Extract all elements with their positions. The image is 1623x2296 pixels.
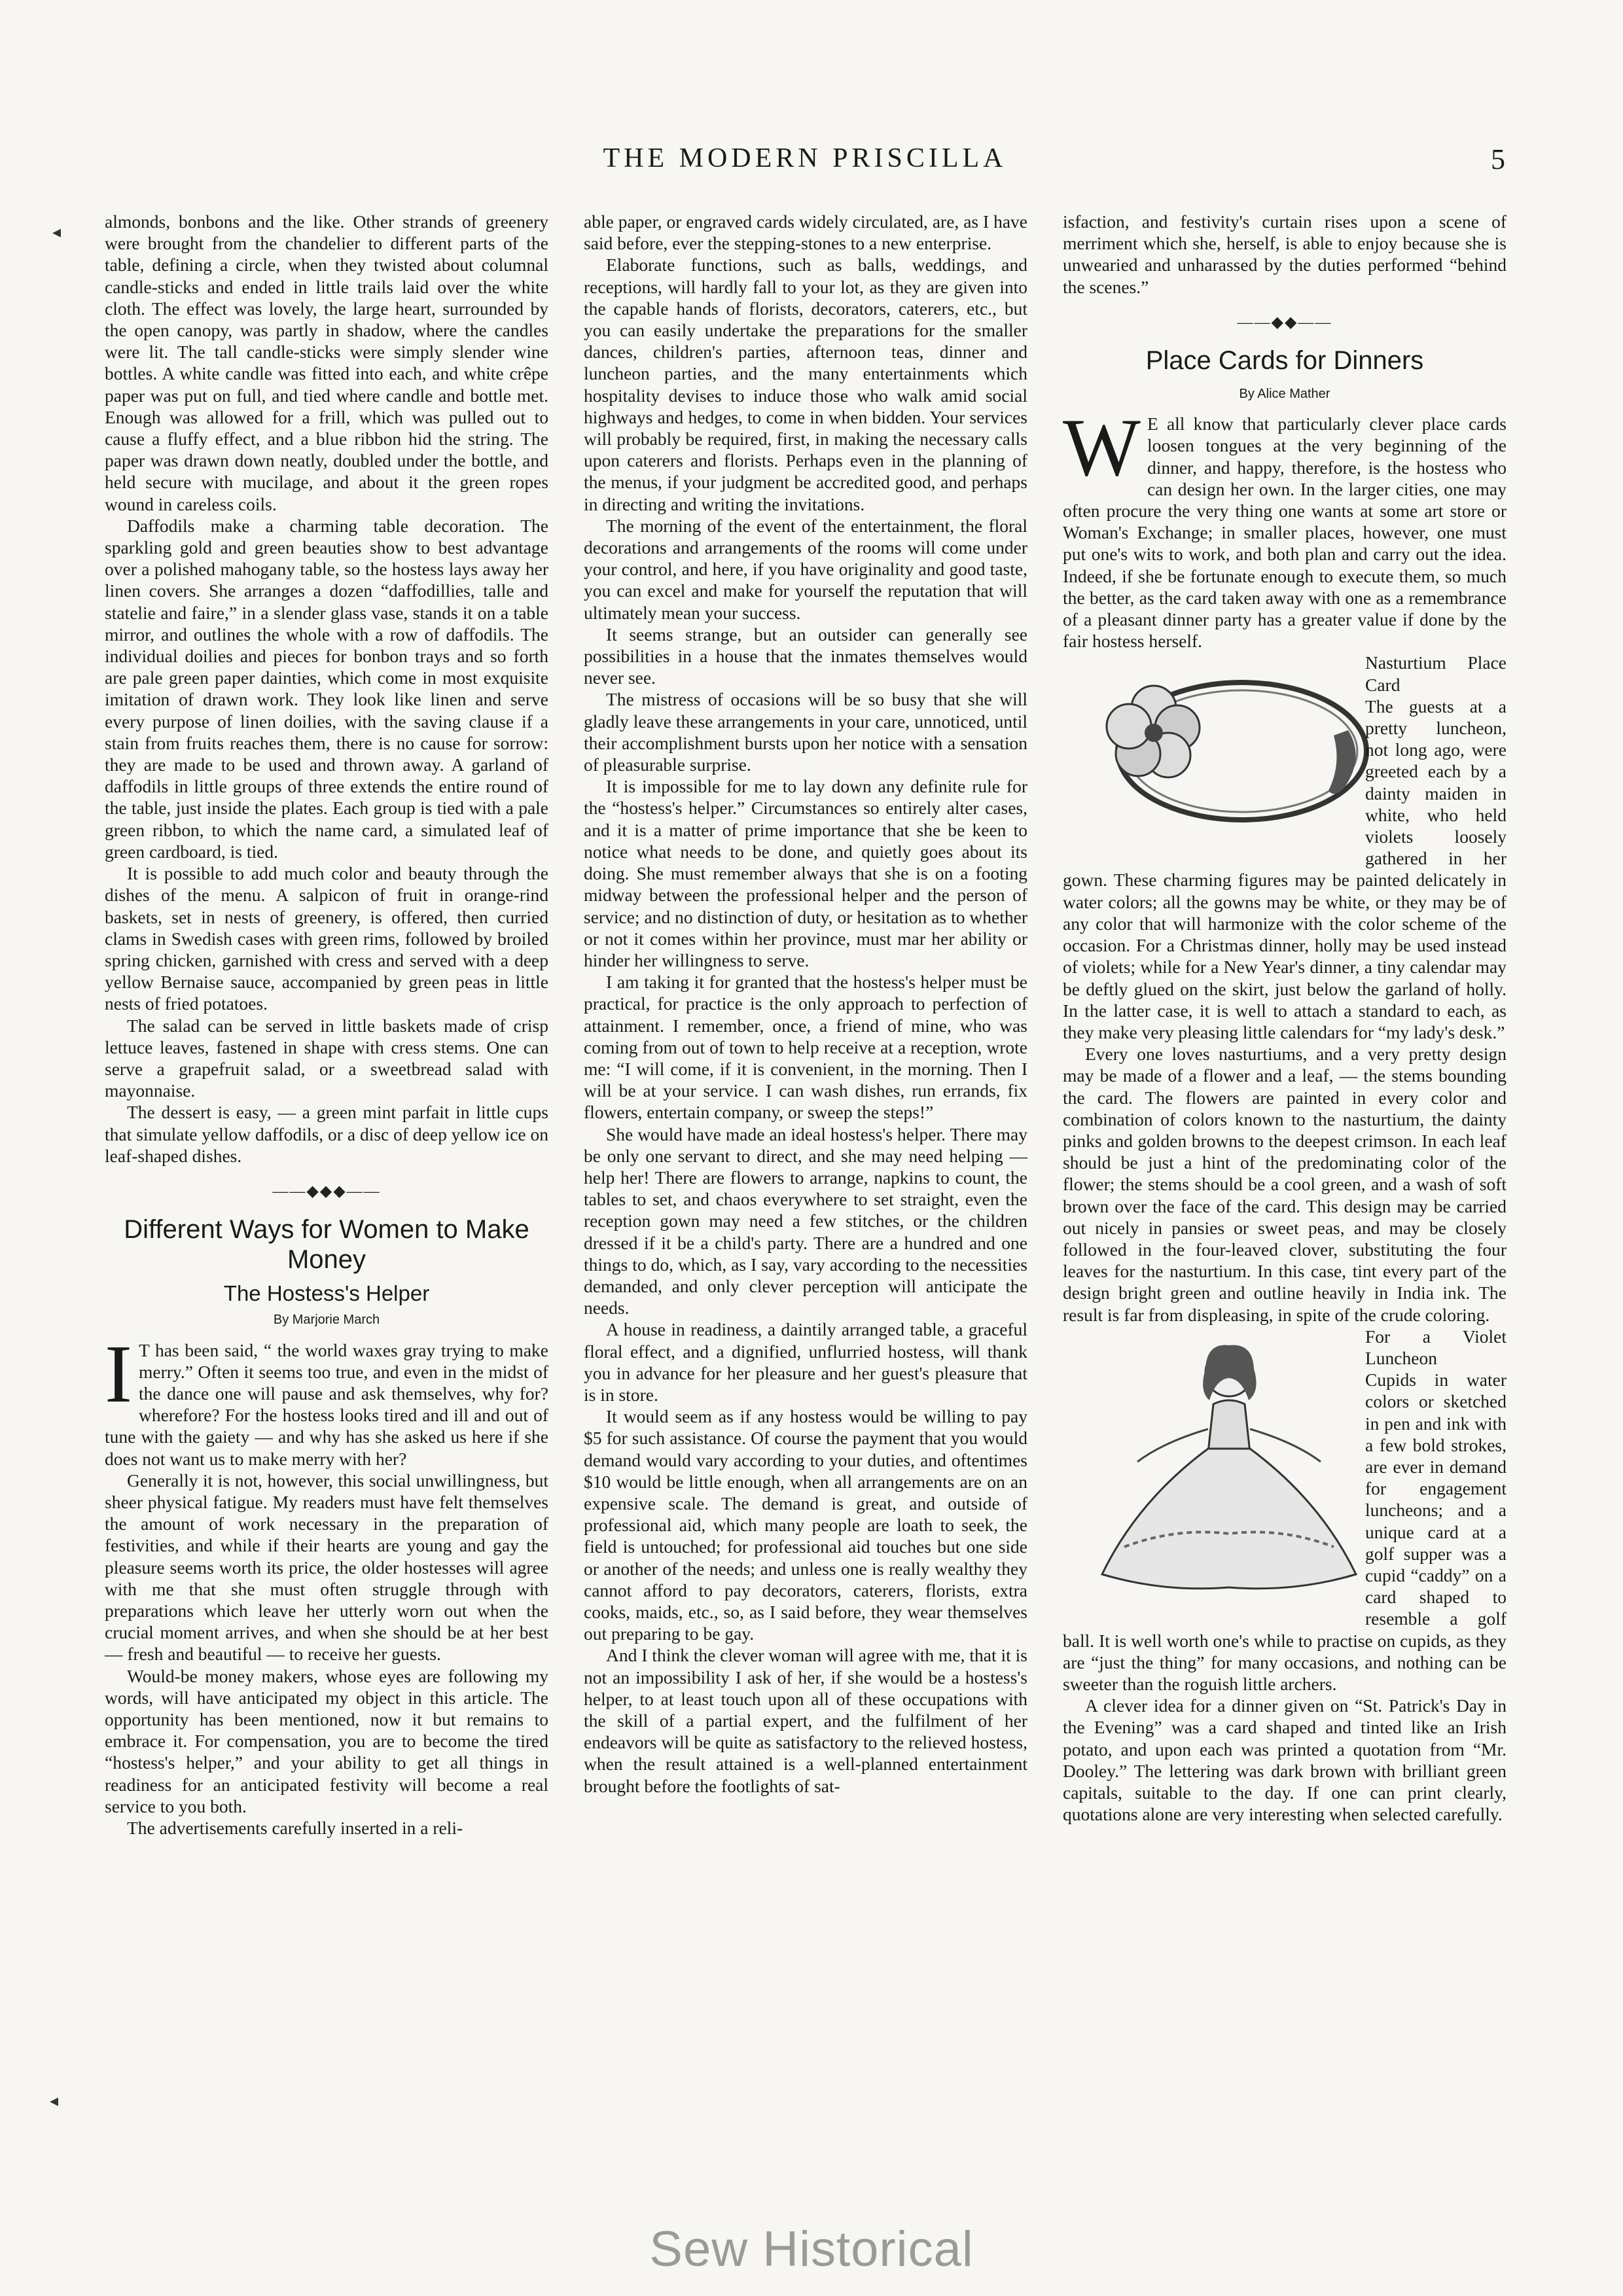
paragraph: Daffodils make a charming table decoration. The sparkling gold and green beauties show to best advantage over a polished mahogany table, so the hostess lays away her linen covers. She arranges a dozen “daffodillies, talle and statelie and faire,” in a slender glass vase, stands it on a table mirror, and outlines the whole with a row of daffodils. The individual doilies and pieces for bonbon trays and so forth are pale green paper dainties, which come in most exquisite imitation of drawn work. They look like linen and serve every purpose of linen doilies, with the saving clause if a stain from fruits reaches them, there is no cause for sorrow: they are made to be used and thrown away. A garland of daffodils in little groups of three extends the entire round of the table, just inside the plates. Each group is tied with a pale green ribbon, to which the name card, a simulated leaf of green cardboard, is tied. [105, 515, 548, 862]
margin-mark: ◂ [50, 2091, 59, 2110]
paragraph: Generally it is not, however, this social unwillingness, but sheer physical fatigue. My readers must have felt themselves the amount of work necessary in the preparation of festivities, and while if their hearts are young and gay the pleasure seems worth its price, the older hostesses will agree with me that she must often struggle through with preparations which leave her utterly worn out when the crucial moment arrives, and when she should be at her best — fresh and beautiful — to receive her guests. [105, 1470, 548, 1665]
figure-caption: For a Violet Luncheon [1365, 1326, 1507, 1368]
nasturtium-figure [1063, 660, 1351, 854]
paragraph: She would have made an ideal hostess's helper. There may be only one servant to direct, and she may need helping — help her! There are flowers to arrange, napkins to count, the tables to set, and chaos everywhere to set straight, even the reception gown may need a few stitches, or the children dressed if it be a child's party. There are a hundred and one things to do, which, as I say, vary according to the necessities demanded, and only clever perception will anticipate the needs. [584, 1123, 1027, 1318]
paragraph: I am taking it for granted that the hostess's helper must be practical, for practice is the only approach to perfection of attainment. I remember, once, a friend of mine, who was coming from out of town to help receive at a reception, wrote me: “I will come, if it is convenient, in the morning. Then I will be at your service. I can wash dishes, run errands, fix flowers, entertain company, or sweep the steps!” [584, 972, 1027, 1123]
lead-text: T has been said, “ the world waxes gray trying to make merry.” Often it seems too true, and even in the midst of the dance one will pause and ask themselves, why for? wherefore? For the hostess looks tired and ill and out of tune with the gaiety — and why has she asked us here if she does not want us to make merry with her? [105, 1339, 548, 1469]
paragraph: A clever idea for a dinner given on “St. Patrick's Day in the Evening” was a card shaped and tinted like an Irish potato, and upon each was printed a quotation from “Mr. Dooley.” The lettering was dark brown with brilliant green capitals, suitable to the day. If one can print clearly, quotations alone are very interesting when selected carefully. [1063, 1695, 1507, 1825]
drop-cap: I [105, 1328, 132, 1420]
paragraph: able paper, or engraved cards widely circulated, are, as I have said before, ever the stepping-stones to a new enterprise. [584, 211, 1027, 254]
violet-luncheon-figure [1063, 1331, 1351, 1604]
lead-paragraph [1063, 402, 1507, 652]
column-3 [1063, 211, 1507, 1825]
paragraph: The dessert is easy, — a green mint parfait in little cups that simulate yellow daffodils, or a disc of deep yellow ice on leaf-shaped dishes. [105, 1102, 548, 1166]
byline: By Alice Mather [1239, 387, 1330, 402]
article-title: Different Ways for Women to Make Money [124, 1215, 529, 1275]
running-title: THE MODERN PRISCILLA [603, 143, 1007, 173]
lead-paragraph [105, 1328, 548, 1470]
paragraph: The salad can be served in little baskets made of crisp lettuce leaves, fastened in shape with cress stems. One can serve a grapefruit salad, or a sweetbread salad with mayonnaise. [105, 1015, 548, 1101]
paragraph: It is possible to add much color and beauty through the dishes of the menu. A salpicon of fruit in orange-rind baskets, set in nests of greenery, is offered, then curried clams in Swedish cases with green rims, followed by broiled spring chicken, garnished with cress and served with a deep yellow Bernaise sauce, accompanied by green peas in little nests of fried potatoes. [105, 863, 548, 1014]
paragraph: It seems strange, but an outsider can generally see possibilities in a house that the inmates themselves would never see. [584, 624, 1027, 688]
column-1 [105, 211, 548, 1839]
page-header [105, 143, 1505, 188]
paragraph: Elaborate functions, such as balls, weddings, and receptions, will hardly fall to your lot, as they are given into the capable hands of florists, decorators, caterers, etc., but you can easily undertake the preparations for the smaller dances, children's parties, afternoon teas, dinner and luncheon parties, and the many entertainments which hospitality devises to induce those who walk amid social highways and hedges, to come in when bidden. Your services will probably be required, first, in making the necessary calls upon caterers and florists. Perhaps even in the planning of the menus, if your judgment be accredited good, and perhaps in directing and writing the invitations. [584, 255, 1027, 514]
paragraph: isfaction, and festivity's curtain rises upon a scene of merriment which she, herself, is able to enjoy because she is unwearied and unharassed by the duties performed “behind the scenes.” [1063, 211, 1507, 297]
paragraph: And I think the clever woman will agree with me, that it is not an impossibility I ask of her, if she would be a hostess's helper, to at least touch upon all of these occupations with the skill of a partial expert, and the fulfilment of her endeavors will be quite as satisfactory to the relieved hostess, when the result attained is a well-planned entertainment brought before the footlights of sat- [584, 1645, 1027, 1796]
section-divider: ——◆◆◆—— [272, 1182, 381, 1200]
paragraph-text: Every one loves nasturtiums, and a very pretty design may be made of a flower and a leaf, — the stems bounding the card. The flowers are painted in every color and combination of colors known to the nasturtium, the dainty pinks and golden browns to the deepest crimson. In each leaf should be just a hint of the predominating color of the flower; the stems should be a cool green, and a wash of soft brown over the face of the card. This design may be carried out nicely in pansies or sweet peas, and may be closely followed in the four-leaved clover, substituting the four leaves for the nasturtium. In this case, tint every part of the design bright green and outline heavily in India ink. The result is far from displeasing, in spite of the crude coloring. [1063, 1044, 1507, 1325]
paragraph-text: Cupids in water colors or sketched in pen and ink with a few bold strokes, are ever in demand for engagement luncheons; and a unique card at a golf supper was a cupid “caddy” on a card shaped to resemble a golf ball. It is well worth one's while to practise on cupids, as they are “just the thing” for many occasions, and nothing can be sweeter than the roguish little archers. [1063, 1369, 1507, 1694]
paragraph: The morning of the event of the entertainment, the floral decorations and arrangements of the rooms will come under your control, and here, if you have originality and good taste, you can excel and make for yourself the reputation that will ultimately mean your success. [584, 515, 1027, 623]
paragraph-text: The guests at a pretty luncheon, not long ago, were greeted each by a dainty maiden in white, who held violets loosely gathered in her gown. These charming figures may be painted delicately in water colors; all the gowns may be white, or they may be of any color that will harmonize with the color scheme of the occasion. For a Christmas dinner, holly may be used instead of violets; while for a New Year's dinner, a tiny calendar may be deftly glued on the skirt, just below the garland of holly. In the latter case, it is well to attach a standard to each, as they make very pleasing little calendars for “my lady's desk.” [1063, 696, 1507, 1042]
figure-caption: Nasturtium Place Card [1365, 652, 1507, 695]
paragraph: A house in readiness, a daintily arranged table, a graceful floral effect, and a dignified, unflurried hostess, will thank you in advance for her pleasure and her guest's pleasure that is in store. [584, 1319, 1027, 1405]
lead-text: E all know that particularly clever place cards loosen tongues at the very beginning of the dinner, and happy, therefore, is the hostess who can design her own. In the larger cities, one may often procure the very thing one wants at some art store or Woman's Exchange; in smaller places, however, one must put one's wits to work, and both plan and carry out the idea. Indeed, if she be fortunate enough to execute them, so much the better, as the card taken away with one as a remembrance of a pleasant dinner party has a greater value if done by the fair hostess herself. [1063, 414, 1507, 652]
paragraph: It is impossible for me to lay down any definite rule for the “hostess's helper.” Circumstances so entirely alter cases, and it is a matter of prime importance that she be keen to notice what needs to be done, and quietly goes about its doing. She must remember always that she is on a footing midway between the professional helper and the person of service; and no distinction of duty, or hesitation as to whether or not it comes within her province, must mar her ability or hinder her willingness to serve. [584, 776, 1027, 970]
paragraph [1063, 1043, 1507, 1326]
paragraph: The advertisements carefully inserted in a reli- [127, 1818, 463, 1839]
byline: By Marjorie March [273, 1313, 380, 1328]
column-2 [584, 211, 1027, 1797]
paragraph: It would seem as if any hostess would be willing to pay $5 for such assistance. Of course the payment that you would demand would vary according to your duties, and oftentimes $10 would be little enough, when all arrangements are on an expensive scale. The demand is great, and outside of professional aid, which many people are loath to seek, the field is untouched; for professional aid touches but one side or another of the needs; and unless one is really wealthy they cannot afford to pay decorators, caterers, florists, extra cooks, maids, etc., so, as I said before, they wear themselves out preparing to be gay. [584, 1406, 1027, 1644]
nasturtium-place-card-illustration [1085, 660, 1373, 849]
article-subtitle: The Hostess's Helper [223, 1281, 430, 1306]
paragraph: The mistress of occasions will be so busy that she will gladly leave these arrangements in your care, unnoticed, until their accomplishment bursts upon her notice with a sensation of pleasurable surprise. [584, 689, 1027, 775]
margin-mark: ◂ [52, 222, 62, 241]
paragraph: almonds, bonbons and the like. Other strands of greenery were brought from the chandelier to different parts of the table, defining a circle, when they twisted about columnal candle-sticks and ended in little trails laid over the white cloth. The effect was lovely, the large heart, surrounded by the open canopy, was partly in shadow, where the candles were lit. The tall candle-sticks were simply slender wine bottles. A white candle was fitted into each, and white crêpe paper was put on full, and tied where candle and bottle met. Enough was allowed for a frill, which was pulled out to cause a fluffy effect, and a blue ribbon hid the string. The paper was drawn down neatly, doubled under the bottle, and held secure with mucilage, and about it the green ropes wound in careless coils. [105, 211, 548, 514]
article-title: Place Cards for Dinners [1145, 346, 1424, 376]
page-number: 5 [1491, 143, 1505, 175]
drop-cap: W [1063, 402, 1141, 494]
paragraph: Would-be money makers, whose eyes are following my words, will have anticipated my object in this article. The opportunity has been mentioned, now it but remains to embrace it. For compensation, you are to become the tired “hostess's helper,” and your ability to get all things in readiness for an anticipated festivity will become a real service to you both. [105, 1665, 548, 1816]
watermark: Sew Historical [649, 2221, 974, 2277]
section-divider: ——◆◆—— [1237, 313, 1332, 331]
violet-luncheon-girl-illustration [1085, 1331, 1373, 1599]
